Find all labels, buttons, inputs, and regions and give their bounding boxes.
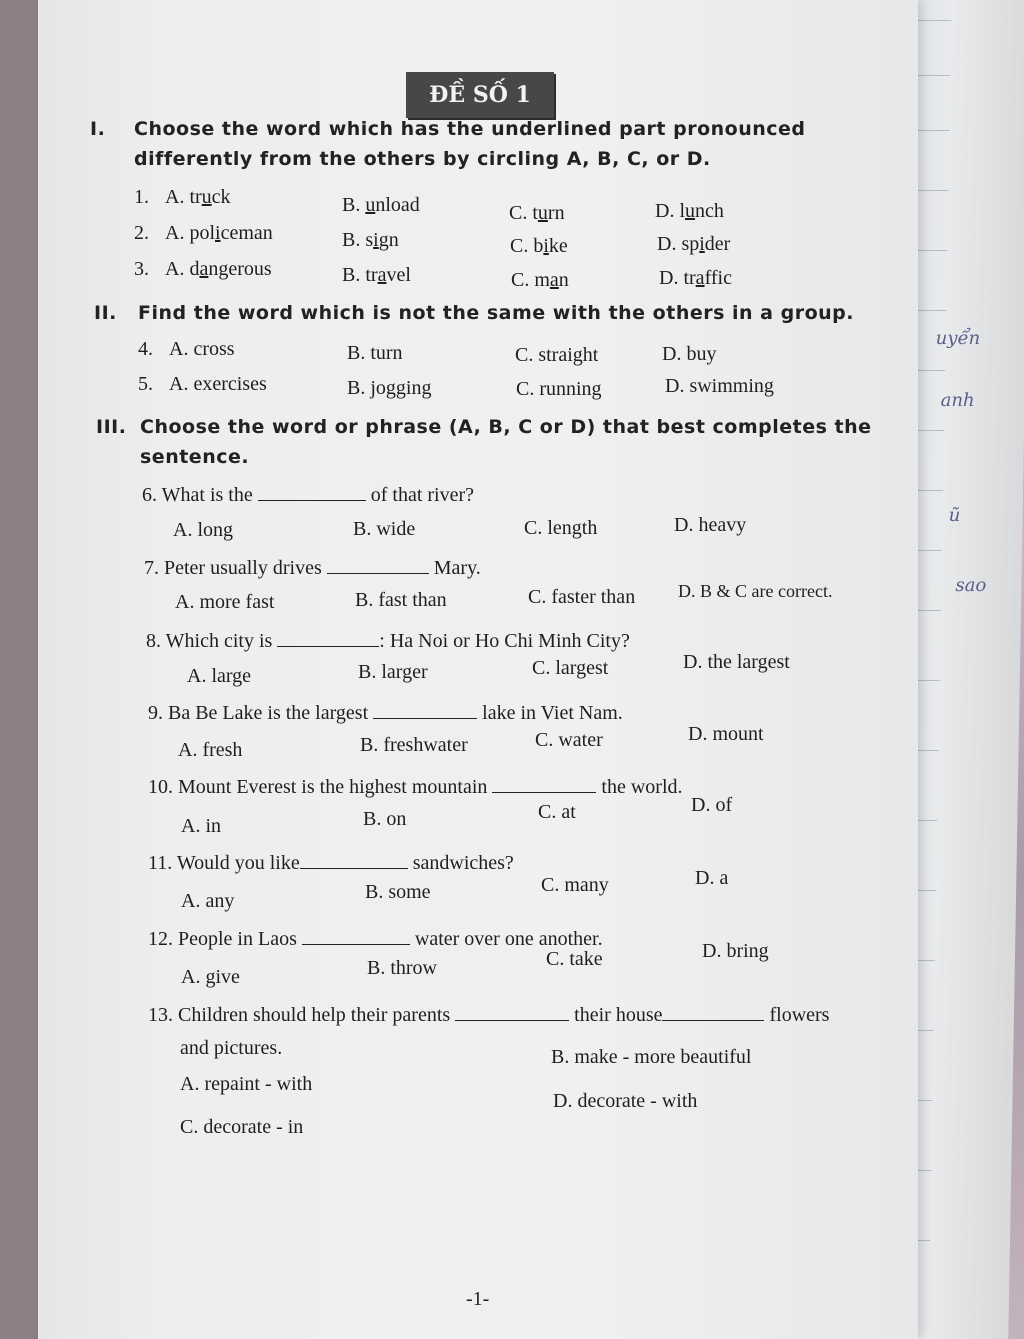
question-stem-continued: and pictures. (180, 1037, 283, 1059)
option-c[interactable]: C. length (524, 517, 598, 539)
option-d[interactable]: D. decorate - with (553, 1090, 698, 1112)
option-d[interactable]: D. B & C are correct. (678, 581, 833, 601)
option-b[interactable]: B. larger (358, 661, 428, 683)
option-d[interactable]: D. a (695, 867, 729, 889)
option-c[interactable]: C. straight (515, 344, 599, 366)
option-a[interactable]: A. any (181, 890, 235, 912)
option-a[interactable]: A. give (181, 966, 240, 988)
section-text: differently from the others by circling A, B, C, or D. (134, 148, 711, 170)
page-title: ĐỀ SỐ 1 (406, 72, 554, 118)
option-c[interactable]: C. take (546, 948, 603, 970)
option-a[interactable]: A. cross (169, 338, 235, 360)
question-stem: 6. What is the of that river? (142, 484, 475, 506)
handwritten-note: uyển (935, 328, 981, 349)
option-c[interactable]: C. bike (510, 235, 568, 257)
question-stem: 10. Mount Everest is the highest mountain the world. (148, 776, 683, 798)
option-b[interactable]: B. fast than (355, 589, 447, 611)
option-b[interactable]: B. sign (342, 229, 399, 251)
option-a[interactable]: A. exercises (169, 373, 267, 395)
option-a[interactable]: A. fresh (178, 739, 243, 761)
handwritten-note: anh (940, 390, 975, 411)
option-d[interactable]: D. lunch (655, 200, 724, 222)
question-stem: 11. Would you like sandwiches? (148, 852, 514, 874)
question-number: 5. (138, 373, 153, 395)
option-a[interactable]: A. dangerous (165, 258, 272, 280)
section-text: Choose the word which has the underlined part pronounced (134, 118, 806, 140)
section-number: III. (96, 416, 127, 438)
option-c[interactable]: C. water (535, 729, 603, 751)
question-stem: 12. People in Laos water over one another. (148, 928, 603, 950)
option-d[interactable]: D. the largest (683, 651, 790, 673)
option-b[interactable]: B. turn (347, 342, 403, 364)
option-c[interactable]: C. running (516, 378, 602, 400)
question-stem: 7. Peter usually drives Mary. (144, 557, 481, 579)
section-text: sentence. (140, 446, 250, 468)
section-3-heading (96, 412, 872, 476)
question-number: 4. (138, 338, 153, 360)
section-text: Choose the word or phrase (A, B, C or D) that best completes the (140, 416, 872, 438)
section-number: II. (94, 302, 117, 324)
option-a[interactable]: A. more fast (175, 591, 275, 613)
option-b[interactable]: B. jogging (347, 377, 432, 399)
question-number: 2. (134, 222, 149, 244)
section-2-heading (94, 298, 854, 330)
option-b[interactable]: B. on (363, 808, 407, 830)
option-a[interactable]: A. long (173, 519, 233, 541)
option-c[interactable]: C. largest (532, 657, 609, 679)
option-d[interactable]: D. traffic (659, 267, 732, 289)
option-a[interactable]: A. in (181, 815, 221, 837)
question-stem: 9. Ba Be Lake is the largest lake in Viet Nam. (148, 702, 623, 724)
option-d[interactable]: D. spider (657, 233, 731, 255)
option-a[interactable]: A. large (187, 665, 252, 687)
handwritten-note: sao (955, 575, 987, 596)
question-number: 3. (134, 258, 149, 280)
question-stem: 13. Children should help their parents their house flowers (148, 1004, 830, 1026)
question-stem: 8. Which city is : Ha Noi or Ho Chi Minh City? (146, 630, 630, 652)
option-c[interactable]: C. many (541, 874, 609, 896)
option-d[interactable]: D. bring (702, 940, 769, 962)
option-b[interactable]: B. travel (342, 264, 411, 286)
handwritten-note: ũ (948, 505, 961, 526)
section-1-heading (90, 114, 850, 178)
question-number: 1. (134, 186, 149, 208)
option-d[interactable]: D. buy (662, 343, 717, 365)
option-b[interactable]: B. wide (353, 518, 416, 540)
option-d[interactable]: D. swimming (665, 375, 774, 397)
option-a[interactable]: A. truck (165, 186, 231, 208)
option-c[interactable]: C. turn (509, 202, 565, 224)
option-d[interactable]: D. of (691, 794, 733, 816)
option-c[interactable]: C. faster than (528, 586, 636, 608)
option-b[interactable]: B. some (365, 881, 431, 903)
option-d[interactable]: D. mount (688, 723, 764, 745)
option-a[interactable]: A. repaint - with (180, 1073, 313, 1095)
worksheet-page (38, 0, 918, 1339)
option-d[interactable]: D. heavy (674, 514, 747, 536)
section-text: Find the word which is not the same with the others in a group. (138, 302, 854, 324)
option-c[interactable]: C. at (538, 801, 576, 823)
option-c[interactable]: C. man (511, 269, 569, 291)
option-b[interactable]: B. make - more beautiful (551, 1046, 752, 1068)
section-number: I. (90, 118, 106, 140)
option-b[interactable]: B. unload (342, 194, 420, 216)
option-a[interactable]: A. policeman (165, 222, 273, 244)
option-c[interactable]: C. decorate - in (180, 1116, 304, 1138)
option-b[interactable]: B. freshwater (360, 734, 468, 756)
option-b[interactable]: B. throw (367, 957, 437, 979)
page-number: -1- (466, 1288, 490, 1310)
